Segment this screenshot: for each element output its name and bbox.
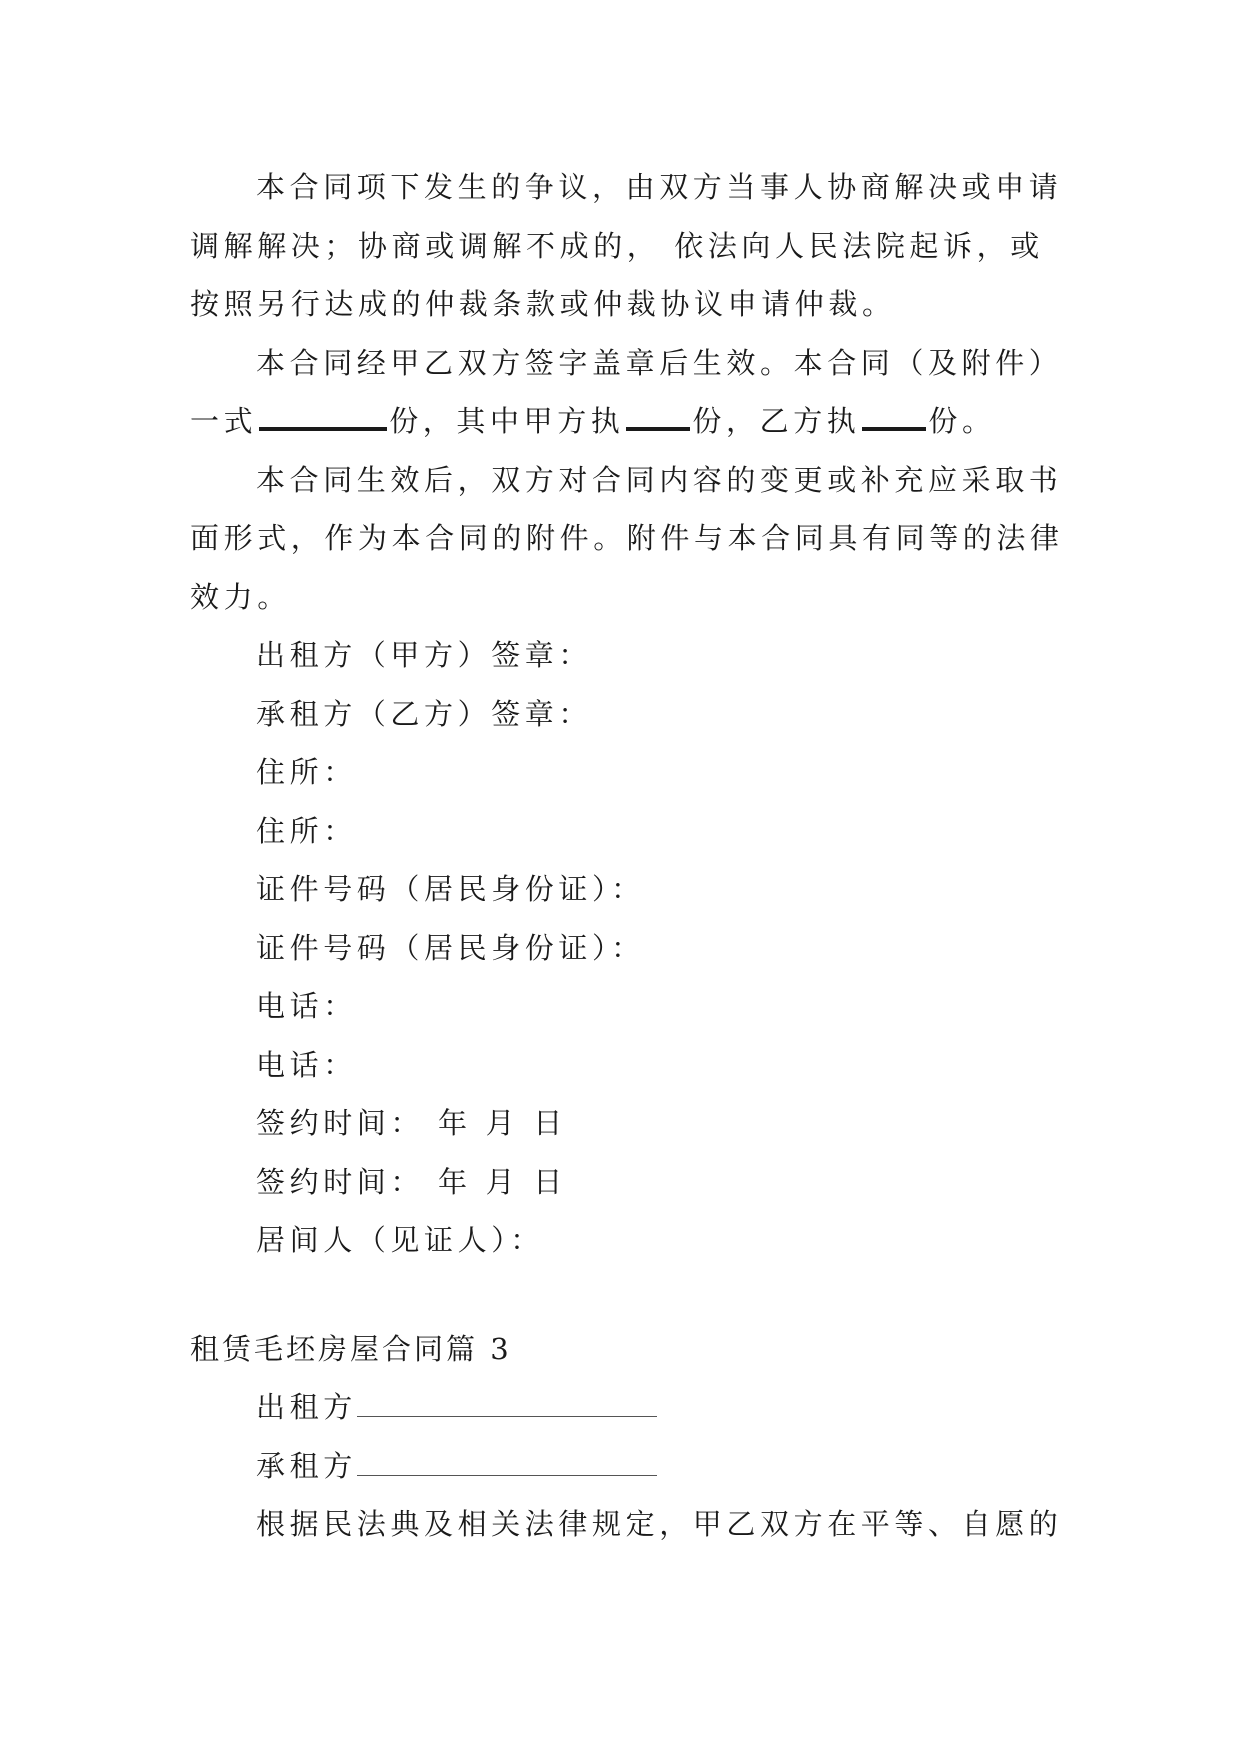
lessee-signature-label: 承租方（乙方）签章：: [256, 696, 593, 731]
lessor-name-blank[interactable]: [357, 1394, 657, 1417]
party-b-copies-label: 份，乙方执: [692, 404, 861, 438]
signing-date-1: [190, 1094, 1070, 1153]
lessee-address-label: 住所：: [256, 813, 357, 848]
month-label: 月: [485, 1164, 520, 1199]
dispute-line-3: 按照另行达成的仲裁条款或仲裁协议申请仲裁。: [190, 287, 896, 321]
party-a-copies-blank[interactable]: [626, 407, 690, 431]
dispute-line-1: 本合同项下发生的争议，由双方当事人协商解决或申请: [256, 170, 1063, 204]
section3-lessor-label: 出租方: [256, 1390, 357, 1424]
party-a-copies-label: 份，其中甲方执: [389, 404, 625, 438]
section3-lessee: [190, 1437, 1070, 1496]
dispute-line-2: 调解解决；协商或调解不成的， 依法向人民法院起诉，或: [190, 228, 1044, 263]
signing-date-label: 签约时间：: [256, 1106, 425, 1140]
year-label: 年: [438, 1106, 472, 1140]
lessee-id-label: 证件号码（居民身份证）：: [256, 930, 645, 965]
party-b-copies-blank[interactable]: [862, 407, 926, 431]
day-label: 日: [533, 1106, 567, 1140]
amendment-line-1: 本合同生效后，双方对合同内容的变更或补充应采取书: [256, 462, 1063, 497]
effect-line-2: [190, 392, 1070, 451]
lessee-phone-label: 电话：: [256, 1047, 357, 1082]
lessee-name-blank[interactable]: [357, 1453, 657, 1476]
lessor-id-label: 证件号码（居民身份证）：: [256, 872, 645, 906]
section-gap: [190, 1270, 1070, 1320]
lessor-address-label: 住所：: [256, 755, 357, 789]
signing-date-label: 签约时间：: [256, 1164, 425, 1199]
section3-intro: 根据民法典及相关法律规定，甲乙双方在平等、自愿的: [256, 1507, 1063, 1541]
month-label: 月: [485, 1106, 520, 1140]
year-label: 年: [438, 1164, 472, 1199]
section3-lessor: [190, 1378, 1070, 1437]
copies-label: 一式: [190, 404, 258, 438]
total-copies-blank[interactable]: [259, 407, 387, 431]
lessor-phone-label: 电话：: [256, 989, 357, 1023]
amendment-line-3: 效力。: [190, 579, 291, 614]
lessor-signature-label: 出租方（甲方）签章：: [256, 638, 593, 672]
signing-date-2: [190, 1153, 1070, 1212]
effect-line-1: 本合同经甲乙双方签字盖章后生效。本合同（及附件）: [256, 345, 1063, 380]
amendment-line-2: 面形式，作为本合同的附件。附件与本合同具有同等的法律: [190, 521, 1064, 555]
section3-lessee-label: 承租方: [256, 1448, 357, 1483]
section-3-title: 租赁毛坯房屋合同篇 3: [190, 1331, 512, 1366]
document-page: [190, 158, 1070, 1554]
day-label: 日: [533, 1164, 567, 1199]
copies-end: 份。: [928, 404, 996, 438]
witness-label: 居间人（见证人）：: [256, 1223, 544, 1257]
